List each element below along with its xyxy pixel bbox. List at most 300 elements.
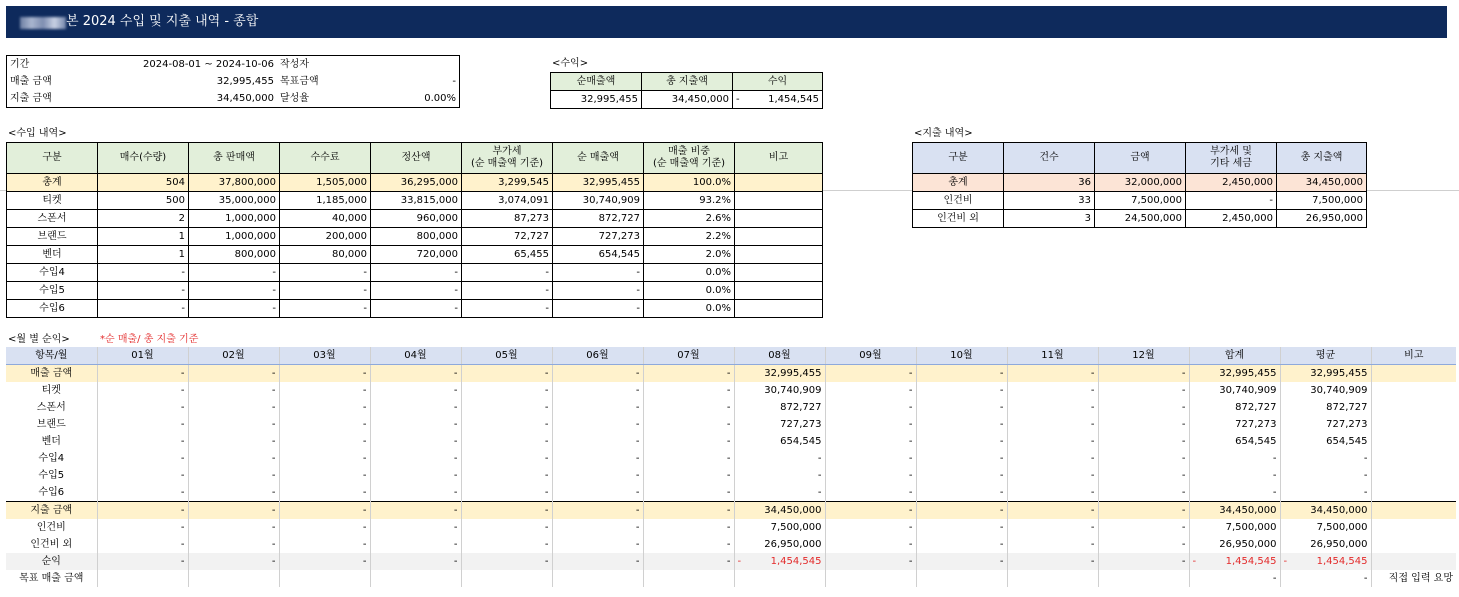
income-cell[interactable]: 3,299,545 [462, 174, 553, 192]
monthly-cell[interactable]: - [279, 553, 370, 570]
income-cell[interactable]: 80,000 [280, 246, 371, 264]
expense-cell[interactable]: 26,950,000 [1277, 210, 1367, 228]
expense-cell[interactable]: 24,500,000 [1095, 210, 1186, 228]
monthly-cell[interactable] [1371, 433, 1456, 450]
monthly-cell[interactable]: - [461, 519, 552, 536]
monthly-cell[interactable]: - [370, 450, 461, 467]
monthly-cell[interactable]: - [188, 502, 279, 520]
monthly-cell[interactable]: 7,500,000 [1189, 519, 1280, 536]
monthly-cell[interactable]: - [916, 536, 1007, 553]
monthly-cell[interactable]: - [97, 467, 188, 484]
monthly-cell[interactable]: - [825, 365, 916, 383]
monthly-cell[interactable] [643, 570, 734, 587]
monthly-cell[interactable]: - [916, 399, 1007, 416]
monthly-cell[interactable] [1371, 382, 1456, 399]
income-cell[interactable]: 65,455 [462, 246, 553, 264]
monthly-cell[interactable]: - [643, 433, 734, 450]
monthly-cell[interactable]: - [97, 553, 188, 570]
monthly-cell[interactable]: - [279, 467, 370, 484]
monthly-cell[interactable] [370, 570, 461, 587]
monthly-cell[interactable]: - [1098, 416, 1189, 433]
monthly-cell[interactable]: - [552, 553, 643, 570]
monthly-row-label: 티켓 [41, 384, 61, 396]
income-cell[interactable] [735, 174, 823, 192]
monthly-cell[interactable] [1371, 502, 1456, 520]
monthly-cell[interactable]: - [188, 536, 279, 553]
monthly-cell[interactable]: - [370, 467, 461, 484]
expense-value[interactable]: 34,450,000 [216, 92, 274, 104]
monthly-cell[interactable]: - [370, 433, 461, 450]
monthly-cell[interactable]: - [734, 484, 825, 502]
income-cell[interactable] [735, 246, 823, 264]
monthly-cell[interactable]: - [643, 365, 734, 383]
monthly-cell[interactable]: - [1007, 450, 1098, 467]
income-cell[interactable]: - [189, 300, 280, 318]
monthly-cell[interactable]: - [461, 484, 552, 502]
income-cell[interactable]: - [371, 300, 462, 318]
monthly-cell[interactable]: - [825, 536, 916, 553]
income-cell[interactable]: 0.0% [644, 282, 735, 300]
income-cell[interactable]: 872,727 [553, 210, 644, 228]
profit-value[interactable] [733, 91, 823, 109]
income-cell[interactable]: - [553, 300, 644, 318]
income-cell[interactable]: 727,273 [553, 228, 644, 246]
monthly-cell[interactable] [1371, 519, 1456, 536]
monthly-cell[interactable]: - [643, 416, 734, 433]
monthly-cell[interactable]: - [370, 519, 461, 536]
monthly-cell[interactable] [1007, 570, 1098, 587]
income-cell[interactable]: 87,273 [462, 210, 553, 228]
monthly-cell[interactable]: 872,727 [1189, 399, 1280, 416]
monthly-cell[interactable]: - [1098, 484, 1189, 502]
monthly-cell[interactable]: - [643, 467, 734, 484]
monthly-cell[interactable]: - [552, 433, 643, 450]
monthly-cell[interactable]: - [1280, 450, 1371, 467]
monthly-cell[interactable]: - [1007, 382, 1098, 399]
expense-cell[interactable]: 33 [1004, 192, 1095, 210]
monthly-cell[interactable]: - [188, 382, 279, 399]
monthly-cell[interactable]: - [279, 502, 370, 520]
monthly-cell[interactable]: - [97, 450, 188, 467]
income-cell[interactable]: - [280, 282, 371, 300]
profit-total-expense-value[interactable]: 34,450,000 [642, 91, 733, 109]
monthly-cell[interactable]: - [1007, 519, 1098, 536]
monthly-cell[interactable]: - [1189, 467, 1280, 484]
monthly-cell[interactable]: - [461, 553, 552, 570]
income-cell[interactable]: 0.0% [644, 300, 735, 318]
income-cell[interactable]: 33,815,000 [371, 192, 462, 210]
expense-cell[interactable]: 32,000,000 [1095, 174, 1186, 192]
sales-value[interactable]: 32,995,455 [216, 75, 274, 87]
income-cell[interactable]: 36,295,000 [371, 174, 462, 192]
income-cell[interactable]: 2.0% [644, 246, 735, 264]
monthly-cell[interactable]: - [97, 365, 188, 383]
monthly-cell[interactable]: 727,273 [1280, 416, 1371, 433]
expense-cell[interactable]: 34,450,000 [1277, 174, 1367, 192]
monthly-cell[interactable]: - [1007, 502, 1098, 520]
monthly-cell[interactable]: - [97, 382, 188, 399]
monthly-row-label: 수입6 [38, 486, 65, 498]
income-cell[interactable]: 1,000,000 [189, 210, 280, 228]
income-cell[interactable] [735, 282, 823, 300]
monthly-cell[interactable]: - [825, 382, 916, 399]
monthly-cell[interactable]: - [97, 536, 188, 553]
monthly-cell[interactable]: - [188, 467, 279, 484]
monthly-row-label: 브랜드 [36, 418, 66, 430]
monthly-cell[interactable]: - [552, 399, 643, 416]
monthly-header-3: 03월 [279, 347, 370, 365]
monthly-cell[interactable]: 7,500,000 [1280, 519, 1371, 536]
monthly-cell[interactable]: 30,740,909 [1280, 382, 1371, 399]
monthly-cell[interactable]: - [552, 467, 643, 484]
income-cell[interactable]: 2.2% [644, 228, 735, 246]
monthly-cell[interactable]: 654,545 [734, 433, 825, 450]
expense-cell[interactable]: 36 [1004, 174, 1095, 192]
monthly-cell[interactable]: - [1098, 365, 1189, 383]
income-cell[interactable]: - [280, 264, 371, 282]
monthly-cell[interactable]: - [1098, 450, 1189, 467]
monthly-cell[interactable]: - [370, 553, 461, 570]
monthly-cell[interactable]: - [188, 519, 279, 536]
monthly-cell[interactable]: - [461, 433, 552, 450]
monthly-cell[interactable]: - [188, 365, 279, 383]
monthly-row [6, 484, 1456, 502]
monthly-cell[interactable] [825, 570, 916, 587]
income-cell[interactable]: - [371, 282, 462, 300]
monthly-cell[interactable]: - [916, 553, 1007, 570]
monthly-cell[interactable]: - [643, 536, 734, 553]
monthly-cell[interactable]: - [916, 365, 1007, 383]
monthly-cell[interactable]: - [1189, 450, 1280, 467]
monthly-cell[interactable]: - [188, 433, 279, 450]
monthly-cell[interactable] [461, 570, 552, 587]
income-cell[interactable]: - [189, 264, 280, 282]
income-cell[interactable]: 654,545 [553, 246, 644, 264]
expense-header-3: 부가세 및 기타 세금 [1186, 143, 1277, 174]
monthly-cell[interactable]: - [97, 416, 188, 433]
monthly-cell[interactable]: - [279, 519, 370, 536]
monthly-cell[interactable]: - [1007, 365, 1098, 383]
monthly-cell[interactable]: - [370, 502, 461, 520]
income-cell[interactable]: 960,000 [371, 210, 462, 228]
monthly-cell[interactable]: - [552, 519, 643, 536]
monthly-row-label: 순익 [6, 553, 97, 570]
income-cell[interactable]: 30,740,909 [553, 192, 644, 210]
monthly-cell[interactable]: - [1098, 433, 1189, 450]
monthly-cell[interactable]: 34,450,000 [1189, 502, 1280, 520]
monthly-cell[interactable]: - [825, 416, 916, 433]
expense-cell[interactable]: - [1186, 192, 1277, 210]
monthly-cell[interactable]: - [97, 519, 188, 536]
monthly-cell[interactable]: - [279, 536, 370, 553]
monthly-cell[interactable]: 7,500,000 [734, 519, 825, 536]
monthly-cell[interactable]: - [279, 416, 370, 433]
monthly-cell[interactable]: - [825, 467, 916, 484]
monthly-cell[interactable]: - [279, 365, 370, 383]
monthly-header-7: 07월 [643, 347, 734, 365]
expense-cell[interactable]: 7,500,000 [1095, 192, 1186, 210]
monthly-cell[interactable]: - [643, 484, 734, 502]
income-cell[interactable] [735, 210, 823, 228]
monthly-cell[interactable]: - [825, 433, 916, 450]
monthly-cell[interactable]: - [916, 519, 1007, 536]
monthly-cell[interactable]: 32,995,455 [1189, 365, 1280, 383]
monthly-cell[interactable]: - [279, 433, 370, 450]
monthly-cell[interactable]: - [1007, 467, 1098, 484]
monthly-cell[interactable]: - [1007, 553, 1098, 570]
monthly-header-4: 04월 [370, 347, 461, 365]
income-cell[interactable]: 2.6% [644, 210, 735, 228]
income-cell[interactable] [735, 300, 823, 318]
profit-net-sales-value[interactable]: 32,995,455 [551, 91, 642, 109]
rate-value[interactable]: 0.00% [424, 92, 456, 104]
income-cell[interactable]: - [462, 282, 553, 300]
monthly-cell[interactable]: - [552, 502, 643, 520]
monthly-cell[interactable] [1371, 536, 1456, 553]
income-cell[interactable]: 1 [98, 228, 189, 246]
monthly-cell[interactable]: - [188, 450, 279, 467]
monthly-cell[interactable] [188, 570, 279, 587]
income-cell[interactable] [735, 264, 823, 282]
monthly-cell[interactable]: - [1098, 536, 1189, 553]
expense-cell[interactable]: 2,450,000 [1186, 174, 1277, 192]
income-cell[interactable]: - [98, 300, 189, 318]
monthly-cell[interactable]: - [461, 399, 552, 416]
monthly-cell[interactable]: - [188, 416, 279, 433]
monthly-cell[interactable]: - [916, 467, 1007, 484]
monthly-cell[interactable] [1371, 450, 1456, 467]
monthly-cell[interactable]: - [97, 433, 188, 450]
period-value[interactable]: 2024-08-01 ~ 2024-10-06 [143, 58, 274, 70]
monthly-cell[interactable]: - [461, 365, 552, 383]
monthly-cell[interactable] [1371, 484, 1456, 502]
monthly-header-11: 11월 [1007, 347, 1098, 365]
monthly-cell[interactable]: 34,450,000 [734, 502, 825, 520]
monthly-cell[interactable]: - [1280, 467, 1371, 484]
monthly-header-13: 합계 [1189, 347, 1280, 365]
income-cell[interactable] [735, 228, 823, 246]
monthly-cell[interactable]: - [552, 484, 643, 502]
monthly-cell[interactable]: - [97, 484, 188, 502]
monthly-cell[interactable]: 727,273 [1189, 416, 1280, 433]
monthly-cell[interactable]: - [734, 467, 825, 484]
monthly-cell[interactable] [1189, 553, 1280, 570]
monthly-cell[interactable]: - [188, 399, 279, 416]
income-cell[interactable]: 200,000 [280, 228, 371, 246]
monthly-cell[interactable]: - [1098, 399, 1189, 416]
monthly-cell[interactable]: - [461, 450, 552, 467]
income-cell[interactable]: 32,995,455 [553, 174, 644, 192]
monthly-cell[interactable]: 32,995,455 [734, 365, 825, 383]
monthly-cell[interactable] [97, 570, 188, 587]
monthly-cell[interactable]: 30,740,909 [1189, 382, 1280, 399]
monthly-cell[interactable]: 727,273 [734, 416, 825, 433]
income-cell[interactable]: 93.2% [644, 192, 735, 210]
monthly-cell[interactable]: - [916, 502, 1007, 520]
monthly-cell[interactable]: 26,950,000 [1189, 536, 1280, 553]
monthly-cell[interactable]: - [97, 502, 188, 520]
monthly-header-0: 항목/월 [6, 347, 97, 365]
income-cell[interactable]: 1,505,000 [280, 174, 371, 192]
income-cell[interactable]: 1,000,000 [189, 228, 280, 246]
income-cell[interactable]: - [189, 282, 280, 300]
income-cell[interactable]: 72,727 [462, 228, 553, 246]
income-cell[interactable]: 100.0% [644, 174, 735, 192]
monthly-cell[interactable]: - [825, 553, 916, 570]
income-cell[interactable]: 3,074,091 [462, 192, 553, 210]
monthly-cell[interactable]: - [370, 416, 461, 433]
monthly-cell[interactable]: - [552, 382, 643, 399]
income-cell[interactable]: 504 [98, 174, 189, 192]
monthly-cell[interactable]: - [916, 450, 1007, 467]
monthly-cell[interactable]: - [1189, 484, 1280, 502]
monthly-cell[interactable]: 34,450,000 [1280, 502, 1371, 520]
monthly-cell[interactable]: - [279, 450, 370, 467]
monthly-cell[interactable]: - [461, 416, 552, 433]
net-amount: 1,454,545 [1316, 555, 1368, 567]
monthly-cell[interactable]: - [461, 502, 552, 520]
income-cell[interactable]: - [462, 300, 553, 318]
income-cell[interactable]: - [462, 264, 553, 282]
monthly-cell[interactable]: - [552, 365, 643, 383]
monthly-cell[interactable]: - [1189, 570, 1280, 587]
monthly-cell[interactable]: - [1098, 467, 1189, 484]
income-cell[interactable]: - [553, 282, 644, 300]
monthly-cell[interactable] [1098, 570, 1189, 587]
monthly-cell[interactable]: - [370, 536, 461, 553]
monthly-cell[interactable]: - [188, 553, 279, 570]
monthly-row [6, 467, 1456, 484]
income-cell[interactable] [735, 192, 823, 210]
monthly-cell[interactable]: - [370, 484, 461, 502]
monthly-cell[interactable]: - [916, 382, 1007, 399]
monthly-cell[interactable]: - [1098, 519, 1189, 536]
income-cell[interactable]: - [98, 264, 189, 282]
monthly-cell[interactable] [734, 570, 825, 587]
income-cell[interactable]: 800,000 [189, 246, 280, 264]
monthly-cell[interactable]: - [461, 467, 552, 484]
monthly-cell[interactable] [279, 570, 370, 587]
monthly-cell[interactable]: - [1098, 502, 1189, 520]
monthly-cell[interactable] [1280, 553, 1371, 570]
monthly-cell[interactable] [552, 570, 643, 587]
monthly-cell[interactable]: - [279, 399, 370, 416]
income-cell[interactable]: 500 [98, 192, 189, 210]
monthly-cell[interactable]: - [825, 450, 916, 467]
monthly-cell[interactable]: - [1007, 484, 1098, 502]
monthly-cell[interactable]: - [643, 399, 734, 416]
monthly-cell[interactable]: - [188, 484, 279, 502]
monthly-cell[interactable]: - [461, 536, 552, 553]
monthly-cell[interactable]: - [279, 382, 370, 399]
monthly-cell[interactable]: 872,727 [734, 399, 825, 416]
monthly-cell[interactable]: - [1007, 416, 1098, 433]
income-cell[interactable]: - [98, 282, 189, 300]
monthly-cell[interactable]: - [1007, 399, 1098, 416]
monthly-cell[interactable]: - [1007, 536, 1098, 553]
income-header-8: 비고 [735, 143, 823, 174]
monthly-cell[interactable]: - [370, 382, 461, 399]
expense-cell[interactable]: 7,500,000 [1277, 192, 1367, 210]
monthly-cell[interactable]: - [1098, 382, 1189, 399]
monthly-cell[interactable]: 26,950,000 [734, 536, 825, 553]
monthly-cell[interactable]: - [370, 365, 461, 383]
monthly-cell[interactable]: - [916, 433, 1007, 450]
monthly-cell[interactable]: - [1098, 553, 1189, 570]
income-cell[interactable]: - [280, 300, 371, 318]
monthly-cell[interactable]: 32,995,455 [1280, 365, 1371, 383]
monthly-cell[interactable]: - [734, 450, 825, 467]
monthly-cell[interactable]: - [461, 382, 552, 399]
negative-sign: - [737, 555, 742, 567]
monthly-cell[interactable]: - [370, 399, 461, 416]
monthly-cell[interactable]: - [1007, 433, 1098, 450]
monthly-cell[interactable] [1371, 467, 1456, 484]
income-cell[interactable]: - [553, 264, 644, 282]
monthly-cell[interactable] [916, 570, 1007, 587]
monthly-cell[interactable]: - [825, 519, 916, 536]
monthly-cell[interactable]: - [825, 399, 916, 416]
monthly-cell[interactable]: 26,950,000 [1280, 536, 1371, 553]
monthly-cell[interactable]: 654,545 [1280, 433, 1371, 450]
monthly-cell[interactable]: 30,740,909 [734, 382, 825, 399]
income-cell[interactable]: 37,800,000 [189, 174, 280, 192]
monthly-cell[interactable]: - [643, 553, 734, 570]
monthly-cell[interactable]: - [916, 416, 1007, 433]
income-cell[interactable]: 720,000 [371, 246, 462, 264]
income-header-5: 부가세 (순 매출액 기준) [462, 143, 553, 174]
monthly-cell[interactable]: - [552, 416, 643, 433]
monthly-cell[interactable]: - [643, 502, 734, 520]
monthly-cell[interactable] [1371, 365, 1456, 383]
monthly-cell[interactable]: - [552, 536, 643, 553]
income-cell[interactable]: 1 [98, 246, 189, 264]
monthly-cell[interactable]: - [1280, 570, 1371, 587]
target-value[interactable]: - [452, 75, 456, 87]
income-cell[interactable]: 40,000 [280, 210, 371, 228]
income-cell[interactable]: - [371, 264, 462, 282]
monthly-cell[interactable]: 872,727 [1280, 399, 1371, 416]
monthly-cell[interactable] [1371, 553, 1456, 570]
monthly-cell[interactable] [1371, 416, 1456, 433]
monthly-cell[interactable]: - [279, 484, 370, 502]
monthly-cell[interactable]: - [825, 484, 916, 502]
monthly-cell[interactable] [734, 553, 825, 570]
monthly-cell[interactable]: 직접 입력 요망 [1371, 570, 1456, 587]
expense-cell[interactable]: 2,450,000 [1186, 210, 1277, 228]
author-value[interactable] [367, 56, 459, 73]
monthly-cell[interactable]: 654,545 [1189, 433, 1280, 450]
income-row-label: 수입5 [7, 282, 98, 300]
monthly-cell[interactable]: - [916, 484, 1007, 502]
income-cell[interactable]: 0.0% [644, 264, 735, 282]
income-cell[interactable]: 1,185,000 [280, 192, 371, 210]
monthly-cell[interactable]: - [643, 382, 734, 399]
monthly-cell[interactable]: - [97, 399, 188, 416]
expense-cell[interactable]: 3 [1004, 210, 1095, 228]
monthly-cell[interactable] [1371, 399, 1456, 416]
monthly-cell[interactable]: - [643, 450, 734, 467]
income-cell[interactable]: 35,000,000 [189, 192, 280, 210]
monthly-cell[interactable]: - [643, 519, 734, 536]
profit-header-net-sales: 순매출액 [551, 73, 642, 91]
monthly-cell[interactable]: - [1280, 484, 1371, 502]
monthly-row [6, 416, 1456, 433]
income-cell[interactable]: 800,000 [371, 228, 462, 246]
income-cell[interactable]: 2 [98, 210, 189, 228]
monthly-cell[interactable]: - [825, 502, 916, 520]
monthly-cell[interactable]: - [552, 450, 643, 467]
